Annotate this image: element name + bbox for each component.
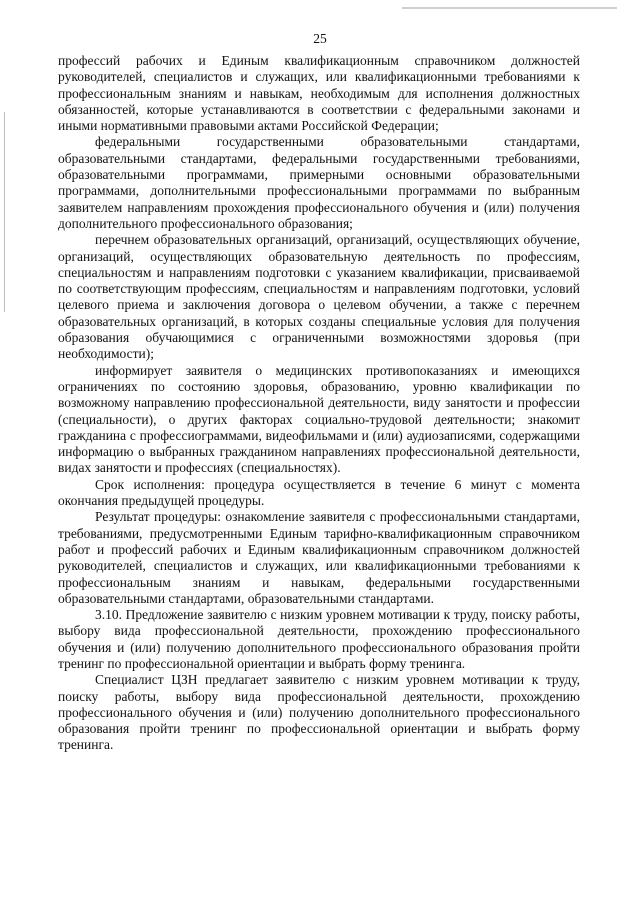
paragraph-continuation: профессий рабочих и Единым квалификационным справочником должностей руководителей, специалистов и служащих, или квалификационными требованиями к профессиональным знаниям и навыкам, необходимым для исполнения должностных обязанностей, которые устанавливаются в соответствии с федеральными законами и иными нормативными правовыми актами Российской Федерации;: [58, 53, 580, 134]
page-number: 25: [313, 31, 327, 46]
scan-edge-mark-left: [4, 112, 5, 312]
scan-edge-mark-top: [402, 7, 617, 9]
paragraph-federal-standards: федеральными государственными образовательными стандартами, образовательными стандартами, федеральными государственными требованиями, образовательными программами, примерными основными образовательными программами, дополнительными профессиональными программами по выбранным заявителем направлениям прохождения профессионального обучения и (или) получения дополнительного профессионального образования;: [58, 134, 580, 231]
paragraph-organizations-list: перечнем образовательных организаций, организаций, осуществляющих обучение, организаций, осуществляющих образовательную деятельность по профессиям, специальностям и направлениям подготовки с указанием квалификации, присваиваемой по соответствующим профессиям, специальностям и направлениям подготовки, условий целевого приема и заключения договора о целевом обучении, а также с перечнем образовательных организаций, в которых созданы специальные условия для получения образования обучающимися с ограниченными возможностями здоровья (при необходимости);: [58, 232, 580, 362]
paragraph-informs-applicant: информирует заявителя о медицинских противопоказаниях и имеющихся ограничениях по состоянию здоровья, образованию, уровню квалификации по возможному направлению профессиональной деятельности, виду занятости и профессии (специальности), о других факторах социально-трудовой деятельности; знакомит гражданина с профессиограммами, видеофильмами и (или) аудиозаписями, содержащими информацию о выбранных гражданином направлениях профессиональной деятельности, видах занятости и профессиях (специальностях).: [58, 362, 580, 476]
paragraph-specialist-offers: Специалист ЦЗН предлагает заявителю с низким уровнем мотивации к труду, поиску работы, выбору вида профессиональной деятельности, прохождению профессионального обучения и (или) получению дополнительного профессионального образования пройти тренинг по профессиональной ориентации и выбрать форму тренинга.: [58, 672, 580, 753]
paragraph-procedure-result: Результат процедуры: ознакомление заявителя с профессиональными стандартами, требованиями, предусмотренными Единым тарифно-квалификационным справочником работ и профессий рабочих и Единым квалификационным справочником должностей руководителей, специалистов и служащих, или квалификационными требованиями к профессиональным знаниям и навыкам, федеральными государственными образовательными стандартами, образовательными стандартами.: [58, 509, 580, 606]
paragraph-execution-time: Срок исполнения: процедура осуществляется в течение 6 минут с момента окончания предыдущей процедуры.: [58, 476, 580, 509]
paragraph-section-3-10: 3.10. Предложение заявителю с низким уровнем мотивации к труду, поиску работы, выбору вида профессиональной деятельности, прохождению профессионального обучения и (или) получению дополнительного профессионального образования пройти тренинг по профессиональной ориентации и выбрать форму тренинга.: [58, 607, 580, 671]
document-body: [58, 53, 580, 754]
